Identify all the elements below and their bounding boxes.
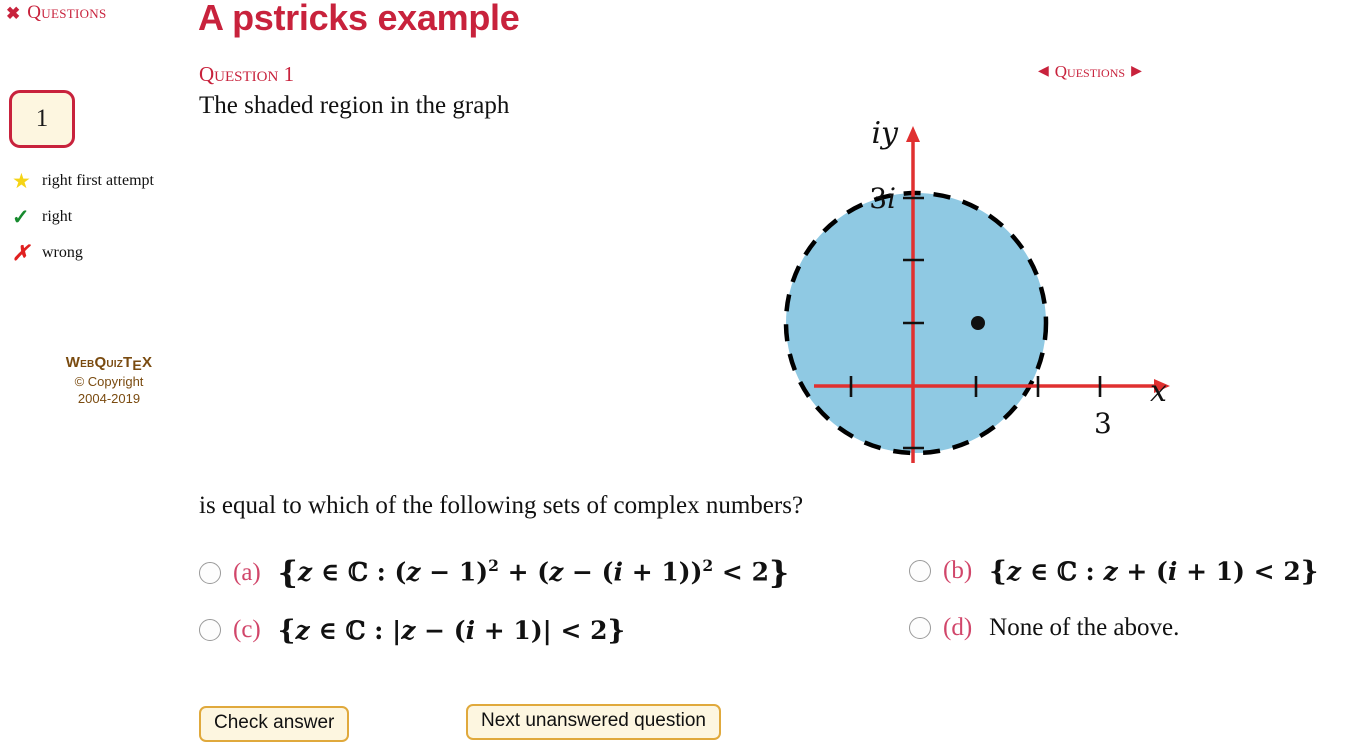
branding <box>34 353 184 407</box>
complex-plane-disc-figure <box>616 118 1186 488</box>
answer-text-a: {z ∈ ℂ : $(z - 1)^2 + (z - (i + 1))^2 < 2$} <box>277 555 790 591</box>
question-heading-word: Question <box>199 62 279 86</box>
legend <box>8 170 178 278</box>
answer-letter-b: (b) <box>943 557 973 584</box>
centre-point <box>971 316 985 330</box>
answer-radio-c[interactable] <box>199 619 221 641</box>
sidebar-questions-label: Questions <box>27 2 107 23</box>
y-axis-arrow <box>906 126 920 142</box>
answer-radio-b[interactable] <box>909 560 931 582</box>
x-tick-label-3: 3 <box>1094 407 1112 440</box>
x-axis-label: x <box>1150 374 1167 409</box>
check-icon: ✓ <box>12 205 30 230</box>
answer-option-a[interactable] <box>199 555 789 591</box>
next-unanswered-question-button[interactable]: Next unanswered question <box>466 704 721 740</box>
legend-item-label: right first attempt <box>42 172 154 189</box>
logo-q: Q <box>94 354 107 371</box>
webquiztex-logo <box>34 353 184 373</box>
answer-option-d[interactable] <box>909 614 1179 642</box>
answer-text-c: {z ∈ ℂ : |z − (i + 1)| < 2} <box>277 614 626 646</box>
logo-t: T <box>123 354 133 371</box>
legend-item-label: wrong <box>42 244 83 262</box>
answer-radio-d[interactable] <box>909 617 931 639</box>
answer-option-c[interactable] <box>199 614 625 646</box>
legend-item <box>8 170 178 192</box>
figure-svg <box>616 118 1186 488</box>
chevron-right-icon[interactable]: ▶ <box>1131 64 1142 79</box>
question-stem-top: The shaded region in the graph <box>199 92 510 119</box>
answer-letter-d: (d) <box>943 614 973 641</box>
cross-icon: ✗ <box>12 241 30 266</box>
logo-uiz: uiz <box>106 354 124 370</box>
copyright-line-2: 2004-2019 <box>77 390 141 406</box>
main-content <box>186 0 1356 741</box>
sidebar-questions-link[interactable] <box>6 2 107 24</box>
copyright-line-1: © Copyright <box>74 373 144 389</box>
logo-w: W <box>65 354 81 371</box>
logo-e: E <box>132 357 142 373</box>
answer-text-d: None of the above. <box>989 614 1180 641</box>
nav-questions-label[interactable]: Questions <box>1054 62 1126 81</box>
question-button-1[interactable] <box>9 90 75 148</box>
page-title: A pstricks example <box>198 0 520 38</box>
legend-item <box>8 242 178 264</box>
answer-text-b: {z ∈ ℂ : z + (i + 1) < 2} <box>989 555 1319 587</box>
y-axis-label: iy <box>871 118 898 151</box>
question-heading-number: 1 <box>283 62 295 86</box>
question-navigation[interactable] <box>1038 62 1142 82</box>
question-stem-bottom: is equal to which of the following sets of complex numbers? <box>199 492 804 519</box>
question-button-label: 1 <box>35 105 49 132</box>
logo-x: X <box>141 354 153 371</box>
star-icon: ★ <box>12 169 31 193</box>
legend-item <box>8 206 178 228</box>
legend-item-label: right <box>42 208 73 226</box>
logo-eb: eb <box>80 354 95 370</box>
answer-letter-c: (c) <box>233 616 261 643</box>
sidebar <box>0 0 186 741</box>
y-tick-label-3i: 3i <box>869 182 896 215</box>
close-icon[interactable]: ✖ <box>6 3 21 23</box>
answer-option-b[interactable] <box>909 555 1318 587</box>
chevron-left-icon[interactable]: ◀ <box>1038 64 1049 79</box>
check-answer-button[interactable]: Check answer <box>199 706 349 742</box>
answer-radio-a[interactable] <box>199 562 221 584</box>
answer-letter-a: (a) <box>233 559 261 586</box>
question-heading <box>199 62 294 87</box>
